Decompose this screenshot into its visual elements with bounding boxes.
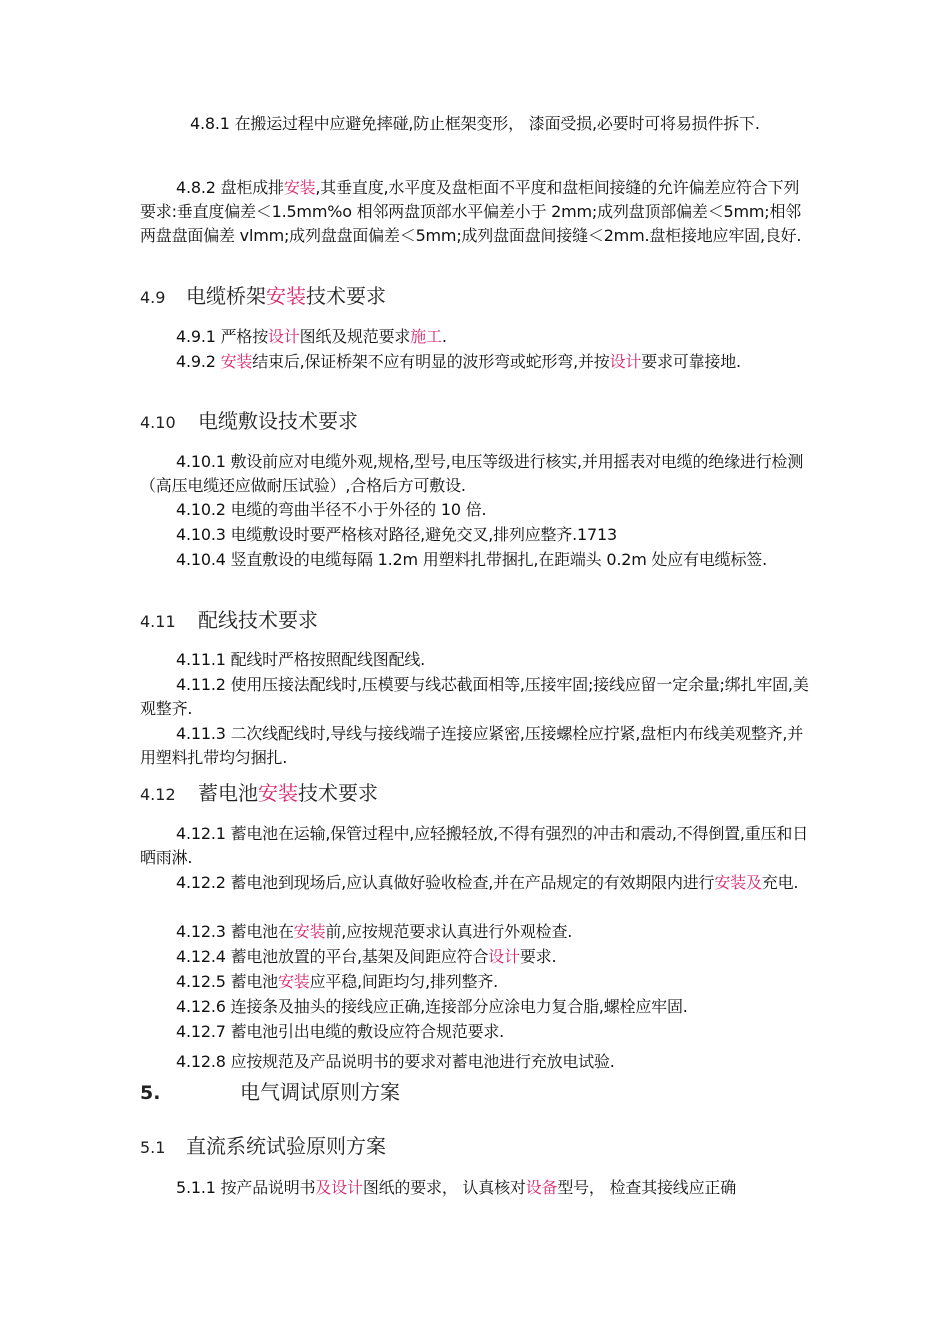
text-run: 型号， 检查其接线应正确 xyxy=(557,1178,736,1197)
text-run: 直流系统试验原则方案 xyxy=(186,1134,386,1158)
text-run: 要求. xyxy=(519,947,557,966)
section-heading xyxy=(140,282,386,312)
paragraph xyxy=(140,450,812,498)
text-run: 4.10.3 电缆敷设时要严格核对路径,避免交叉,排列应整齐.1713 xyxy=(176,525,617,544)
paragraph xyxy=(140,523,812,547)
text-run: 结束后,保证桥架不应有明显的波形弯或蛇形弯,并按 xyxy=(252,352,610,371)
text-run: ,其垂直度,水平度及盘柜面不平度和盘柜间接缝的允许偏差应符合下列要求:垂直度偏差＜1.5mm%o 相邻两盘顶部水平偏差小于 2mm;成列盘顶部偏差＜5mm;相邻两盘盘面偏差 vlmm;成列盘盘面偏差＜5mm;成列盘面盘间接缝＜2mm.盘柜接地应牢固,良好. xyxy=(140,178,802,245)
text-run: 4.12.5 蓄电池 xyxy=(176,972,278,991)
section-number: 5.1 xyxy=(140,1138,166,1157)
text-run: 4.8.1 在搬运过程中应避免摔碰,防止框架变形， 漆面受损,必要时可将易损件拆下. xyxy=(190,114,760,133)
text-run: 电气调试原则方案 xyxy=(240,1080,400,1104)
text-run: 前,应按规范要求认真进行外观检查. xyxy=(325,922,573,941)
paragraph xyxy=(140,920,812,944)
text-run: 技术要求 xyxy=(306,284,386,308)
text-run: 5.1.1 按产品说明书 xyxy=(176,1178,316,1197)
text-run: 4.9.1 严格按 xyxy=(176,327,268,346)
section-heading xyxy=(140,779,378,809)
paragraph xyxy=(140,1176,812,1200)
section-heading xyxy=(140,606,318,636)
section-number: 4.9 xyxy=(140,288,166,307)
paragraph xyxy=(140,498,812,522)
highlighted-term: 设计 xyxy=(488,947,520,966)
paragraph xyxy=(140,722,812,770)
text-run: 4.12.8 应按规范及产品说明书的要求对蓄电池进行充放电试验. xyxy=(176,1052,615,1071)
paragraph xyxy=(140,871,812,895)
text-run: 4.10.1 敷设前应对电缆外观,规格,型号,电压等级进行核实,并用摇表对电缆的绝缘进行检测（高压电缆还应做耐压试验）,合格后方可敷设. xyxy=(140,452,804,495)
text-run: 4.10.4 竖直敷设的电缆每隔 1.2m 用塑料扎带捆扎,在距端头 0.2m 处应有电缆标签. xyxy=(176,550,767,569)
text-run: 4.12.1 蓄电池在运输,保管过程中,应轻搬轻放,不得有强烈的冲击和震动,不得倒置,重压和日晒雨淋. xyxy=(140,824,809,867)
paragraph xyxy=(140,1020,812,1044)
text-run: 图纸的要求， 认真核对 xyxy=(362,1178,526,1197)
highlighted-term: 安装 xyxy=(220,352,253,371)
text-run: 充电. xyxy=(761,873,799,892)
highlighted-term: 安装 xyxy=(266,284,306,308)
highlighted-term: 安装及 xyxy=(714,873,762,892)
text-run: 图纸及规范要求 xyxy=(299,327,411,346)
text-run: 应平稳,间距均匀,排列整齐. xyxy=(309,972,499,991)
highlighted-term: 安装 xyxy=(277,972,310,991)
text-run: 4.8.2 盘柜成排 xyxy=(176,178,284,197)
text-run: 4.11.1 配线时严格按照配线图配线. xyxy=(176,650,426,669)
paragraph xyxy=(140,548,812,572)
paragraph xyxy=(190,112,814,136)
paragraph xyxy=(140,822,812,870)
text-run: 配线技术要求 xyxy=(198,608,318,632)
text-run: 蓄电池 xyxy=(198,781,258,805)
text-run: . xyxy=(441,327,447,346)
text-run: 4.12.6 连接条及抽头的接线应正确,连接部分应涂电力复合脂,螺栓应牢固. xyxy=(176,997,688,1016)
text-run: 4.12.7 蓄电池引出电缆的敷设应符合规范要求. xyxy=(176,1022,505,1041)
highlighted-term: 设计 xyxy=(268,327,300,346)
section-heading xyxy=(140,407,358,437)
text-run: 4.9.2 xyxy=(176,352,221,371)
text-run: 4.11.3 二次线配线时,导线与接线端子连接应紧密,压接螺栓应拧紧,盘柜内布线美观整齐,并用塑料扎带均匀捆扎. xyxy=(140,724,804,767)
paragraph xyxy=(140,945,812,969)
text-run: 电缆敷设技术要求 xyxy=(198,409,358,433)
text-run: 电缆桥架 xyxy=(186,284,266,308)
text-run: 4.12.3 蓄电池在 xyxy=(176,922,294,941)
text-run: 4.11.2 使用压接法配线时,压模要与线芯截面相等,压接牢固;接线应留一定余量;绑扎牢固,美观整齐. xyxy=(140,675,809,718)
paragraph xyxy=(140,1050,812,1074)
highlighted-term: 安装 xyxy=(258,781,298,805)
paragraph xyxy=(140,995,812,1019)
section-heading xyxy=(140,1078,400,1107)
highlighted-term: 安装 xyxy=(283,178,316,197)
highlighted-term: 及设计 xyxy=(315,1178,363,1197)
text-run: 4.12.2 蓄电池到现场后,应认真做好验收检查,并在产品规定的有效期限内进行 xyxy=(176,873,715,892)
section-number: 5. xyxy=(140,1082,161,1104)
section-number: 4.10 xyxy=(140,413,176,432)
paragraph xyxy=(140,673,812,721)
paragraph xyxy=(140,970,812,994)
text-run: 4.12.4 蓄电池放置的平台,基架及间距应符合 xyxy=(176,947,489,966)
section-number: 4.12 xyxy=(140,785,176,804)
section-number: 4.11 xyxy=(140,612,176,631)
text-run: 4.10.2 电缆的弯曲半径不小于外径的 10 倍. xyxy=(176,500,487,519)
highlighted-term: 设计 xyxy=(609,352,642,371)
text-run: 要求可靠接地. xyxy=(641,352,741,371)
paragraph xyxy=(140,325,812,349)
paragraph xyxy=(140,350,812,374)
highlighted-term: 设备 xyxy=(525,1178,558,1197)
highlighted-term: 施工 xyxy=(410,327,442,346)
section-heading xyxy=(140,1132,386,1162)
paragraph xyxy=(140,648,812,672)
paragraph xyxy=(140,176,812,248)
highlighted-term: 安装 xyxy=(293,922,326,941)
text-run: 技术要求 xyxy=(298,781,378,805)
